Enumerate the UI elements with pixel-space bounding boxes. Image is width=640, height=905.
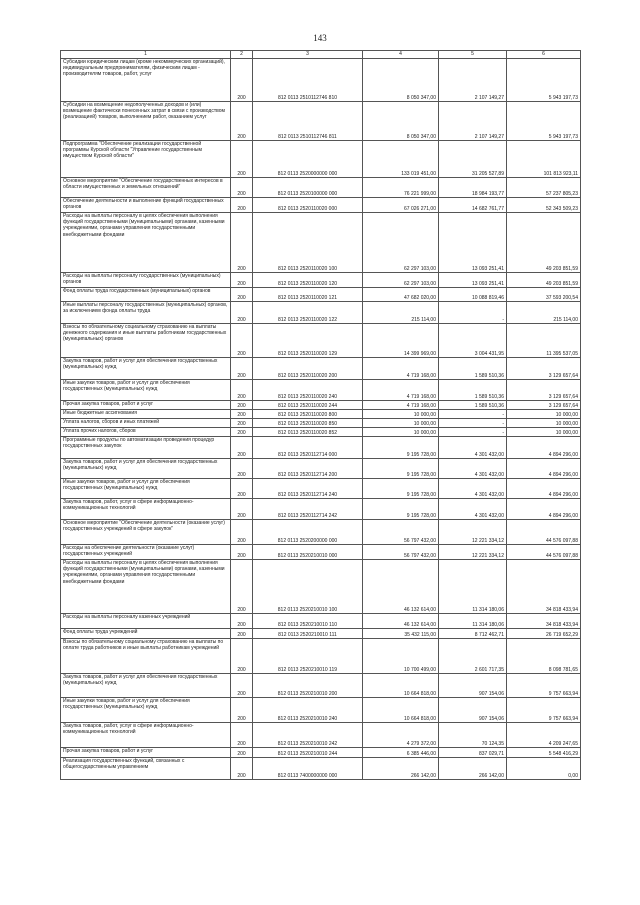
row-plan-cell: 215 114,00: [363, 302, 439, 324]
row-done-cell: 4 301 432,00: [439, 479, 507, 499]
row-rest-cell: 4 894 296,00: [507, 479, 581, 499]
row-plan-cell: 14 399 969,00: [363, 324, 439, 358]
row-name-cell: Фонд оплаты труда государственных (муниципальных) органов: [61, 288, 231, 302]
row-name-cell: Расходы на выплаты персоналу государственных (муниципальных) органов: [61, 273, 231, 288]
row-plan-cell: 4 719 168,00: [363, 401, 439, 410]
row-done-cell: 907 154,06: [439, 698, 507, 723]
row-rest-cell: 11 395 537,05: [507, 324, 581, 358]
row-kbk-cell: 812 0113 2520110020 240: [253, 380, 363, 401]
table-row: [61, 324, 581, 358]
row-plan-cell: 4 279 372,00: [363, 723, 439, 748]
row-rest-cell: 34 818 433,94: [507, 560, 581, 614]
row-kbk-cell: 812 0113 2520110020 852: [253, 428, 363, 437]
row-rest-cell: 37 593 200,54: [507, 288, 581, 302]
row-rest-cell: 44 576 097,88: [507, 545, 581, 560]
table-row: [61, 273, 581, 288]
row-kbk-cell: 812 0113 2520110020 850: [253, 419, 363, 428]
table-row: [61, 141, 581, 178]
row-name-cell: Подпрограмма "Обеспечение реализации государственной программы Курской области "Управление государственным имуществом Курской области": [61, 141, 231, 178]
row-kbk-cell: 812 0113 2520112714 200: [253, 459, 363, 479]
row-plan-cell: 10 000,00: [363, 410, 439, 419]
row-done-cell: 2 601 717,35: [439, 639, 507, 674]
row-kbk-cell: 812 0113 2520110020 100: [253, 213, 363, 273]
row-done-cell: 4 301 432,00: [439, 499, 507, 520]
row-code-cell: 200: [231, 288, 253, 302]
row-plan-cell: 46 132 614,00: [363, 614, 439, 629]
row-plan-cell: 266 142,00: [363, 758, 439, 780]
row-name-cell: Закупка товаров, работ и услуг для обеспечения государственных (муниципальных) нужд: [61, 358, 231, 380]
row-kbk-cell: 812 0113 2520210010 111: [253, 629, 363, 639]
row-kbk-cell: 812 0113 2520210010 240: [253, 698, 363, 723]
row-rest-cell: 52 343 509,23: [507, 198, 581, 213]
row-kbk-cell: 812 0113 7400000000 000: [253, 758, 363, 780]
row-kbk-cell: 812 0113 2520112714 240: [253, 479, 363, 499]
row-done-cell: 266 142,00: [439, 758, 507, 780]
row-name-cell: Взносы по обязательному социальному страхованию на выплаты денежного содержания и иные выплаты работникам государственных (муниципальных) органов: [61, 324, 231, 358]
row-name-cell: Иные закупки товаров, работ и услуг для обеспечения государственных (муниципальных) нужд: [61, 380, 231, 401]
row-name-cell: Прочая закупка товаров, работ и услуг: [61, 748, 231, 758]
row-name-cell: Реализация государственных функций, связанных с общегосударственным управлением: [61, 758, 231, 780]
row-code-cell: 200: [231, 178, 253, 198]
row-rest-cell: 9 757 663,94: [507, 698, 581, 723]
row-plan-cell: 6 385 446,00: [363, 748, 439, 758]
row-rest-cell: 8 098 781,65: [507, 639, 581, 674]
row-code-cell: 200: [231, 102, 253, 141]
row-code-cell: 200: [231, 302, 253, 324]
row-code-cell: 200: [231, 698, 253, 723]
table-row: [61, 410, 581, 419]
row-kbk-cell: 812 0113 2520200000 000: [253, 520, 363, 545]
table-row: [61, 758, 581, 780]
row-code-cell: 200: [231, 479, 253, 499]
table-row: [61, 748, 581, 758]
row-kbk-cell: 812 0113 2510112746 811: [253, 102, 363, 141]
header-row: [61, 51, 581, 59]
row-done-cell: -: [439, 410, 507, 419]
row-done-cell: 907 154,06: [439, 674, 507, 698]
row-kbk-cell: 812 0113 2520110020 121: [253, 288, 363, 302]
row-done-cell: 3 004 431,95: [439, 324, 507, 358]
table-row: [61, 674, 581, 698]
row-name-cell: Основное мероприятие "Обеспечение деятельности (оказание услуг) государственных учреждений в сфере закупок": [61, 520, 231, 545]
row-rest-cell: 3 129 657,64: [507, 401, 581, 410]
row-kbk-cell: 812 0113 2520210010 110: [253, 614, 363, 629]
row-done-cell: 10 088 819,46: [439, 288, 507, 302]
row-done-cell: 1 589 510,36: [439, 401, 507, 410]
row-code-cell: 200: [231, 459, 253, 479]
row-code-cell: 200: [231, 401, 253, 410]
table-row: [61, 629, 581, 639]
row-done-cell: 4 301 432,00: [439, 459, 507, 479]
row-name-cell: Уплата налогов, сборов и иных платежей: [61, 419, 231, 428]
row-code-cell: 200: [231, 723, 253, 748]
row-name-cell: Расходы на выплаты персоналу в целях обеспечения выполнения функций государственными (муниципальными) органами, казенными учреждениями, органами управления государственными внебюджетными фондами: [61, 560, 231, 614]
row-kbk-cell: 812 0113 2520210010 000: [253, 545, 363, 560]
row-rest-cell: 44 576 097,88: [507, 520, 581, 545]
row-plan-cell: 76 221 999,00: [363, 178, 439, 198]
row-kbk-cell: 812 0113 2510112746 810: [253, 59, 363, 102]
row-name-cell: Обеспечение деятельности и выполнение функций государственных органов: [61, 198, 231, 213]
table-row: [61, 288, 581, 302]
row-code-cell: 200: [231, 639, 253, 674]
row-plan-cell: 4 719 168,00: [363, 380, 439, 401]
row-done-cell: 31 205 527,89: [439, 141, 507, 178]
table-row: [61, 358, 581, 380]
row-code-cell: 200: [231, 629, 253, 639]
row-done-cell: 837 029,71: [439, 748, 507, 758]
row-name-cell: Иные выплаты персоналу государственных (муниципальных) органов, за исключением фонда оплаты труда: [61, 302, 231, 324]
row-plan-cell: 10 000,00: [363, 428, 439, 437]
row-done-cell: -: [439, 302, 507, 324]
row-rest-cell: 10 000,00: [507, 410, 581, 419]
row-rest-cell: 10 000,00: [507, 428, 581, 437]
row-plan-cell: 10 700 499,00: [363, 639, 439, 674]
table-row: [61, 614, 581, 629]
table-row: [61, 428, 581, 437]
row-name-cell: Расходы на обеспечение деятельности (оказание услуг) государственных учреждений: [61, 545, 231, 560]
budget-table: [60, 50, 581, 780]
header-cell: 3: [253, 51, 363, 59]
row-name-cell: Программные продукты по автоматизации проведения процедур государственных закупок: [61, 437, 231, 459]
row-code-cell: 200: [231, 324, 253, 358]
row-plan-cell: 35 432 115,00: [363, 629, 439, 639]
row-done-cell: 13 093 251,41: [439, 273, 507, 288]
row-code-cell: 200: [231, 59, 253, 102]
row-plan-cell: 9 195 728,00: [363, 479, 439, 499]
table-row: [61, 419, 581, 428]
table-row: [61, 560, 581, 614]
row-name-cell: Расходы на выплаты персоналу в целях обеспечения выполнения функций государственными (муниципальными) органами, казенными учреждениями, органами управления государственными внебюджетными фондами: [61, 213, 231, 273]
row-rest-cell: 49 203 851,59: [507, 273, 581, 288]
row-done-cell: 70 124,35: [439, 723, 507, 748]
table-row: [61, 302, 581, 324]
row-name-cell: Субсидии юридическим лицам (кроме некоммерческих организаций), индивидуальным предпринимателям, физическим лицам - производителям товаров, работ, услуг: [61, 59, 231, 102]
row-rest-cell: 34 818 433,94: [507, 614, 581, 629]
row-plan-cell: 133 019 451,00: [363, 141, 439, 178]
row-kbk-cell: 812 0113 2520210010 100: [253, 560, 363, 614]
row-rest-cell: 5 548 416,29: [507, 748, 581, 758]
row-plan-cell: 9 195 728,00: [363, 437, 439, 459]
row-rest-cell: 5 943 197,73: [507, 102, 581, 141]
row-rest-cell: 4 894 296,00: [507, 459, 581, 479]
row-kbk-cell: 812 0113 2520110020 120: [253, 273, 363, 288]
row-kbk-cell: 812 0113 2520110020 000: [253, 198, 363, 213]
row-name-cell: Закупка товаров, работ и услуг для обеспечения государственных (муниципальных) нужд: [61, 674, 231, 698]
table-row: [61, 479, 581, 499]
row-rest-cell: 3 129 657,64: [507, 380, 581, 401]
row-kbk-cell: 812 0113 2520100000 000: [253, 178, 363, 198]
row-kbk-cell: 812 0113 2520112714 242: [253, 499, 363, 520]
row-code-cell: 200: [231, 213, 253, 273]
row-plan-cell: 46 132 614,00: [363, 560, 439, 614]
row-code-cell: 200: [231, 428, 253, 437]
row-kbk-cell: 812 0113 2520110020 800: [253, 410, 363, 419]
row-kbk-cell: 812 0113 2520210010 200: [253, 674, 363, 698]
table-row: [61, 59, 581, 102]
row-code-cell: 200: [231, 419, 253, 428]
row-rest-cell: 4 894 296,00: [507, 437, 581, 459]
row-code-cell: 200: [231, 198, 253, 213]
table-row: [61, 520, 581, 545]
row-kbk-cell: 812 0113 2520000000 000: [253, 141, 363, 178]
header-cell: 6: [507, 51, 581, 59]
row-done-cell: 11 314 180,06: [439, 560, 507, 614]
row-done-cell: -: [439, 419, 507, 428]
row-rest-cell: 3 129 657,64: [507, 358, 581, 380]
row-name-cell: Закупка товаров, работ, услуг в сфере информационно-коммуникационных технологий: [61, 723, 231, 748]
row-done-cell: 12 221 334,12: [439, 545, 507, 560]
row-plan-cell: 56 797 432,00: [363, 545, 439, 560]
table-row: [61, 380, 581, 401]
table-row: [61, 723, 581, 748]
row-kbk-cell: 812 0113 2520110020 244: [253, 401, 363, 410]
header-cell: 5: [439, 51, 507, 59]
table-row: [61, 437, 581, 459]
row-kbk-cell: 812 0113 2520210010 244: [253, 748, 363, 758]
row-plan-cell: 9 195 728,00: [363, 499, 439, 520]
page-number: 143: [313, 33, 327, 43]
row-done-cell: 4 301 432,00: [439, 437, 507, 459]
row-plan-cell: 8 050 347,00: [363, 102, 439, 141]
row-plan-cell: 8 050 347,00: [363, 59, 439, 102]
row-done-cell: 2 107 149,27: [439, 102, 507, 141]
row-kbk-cell: 812 0113 2520110020 122: [253, 302, 363, 324]
row-rest-cell: 5 943 197,73: [507, 59, 581, 102]
row-plan-cell: 62 297 103,00: [363, 273, 439, 288]
row-rest-cell: 215 114,00: [507, 302, 581, 324]
row-name-cell: Закупка товаров, работ, услуг в сфере информационно-коммуникационных технологий: [61, 499, 231, 520]
row-name-cell: Субсидии на возмещение недополученных доходов и (или) возмещение фактически понесенных затрат в связи с производством (реализацией) товаров, выполнением работ, оказанием услуг: [61, 102, 231, 141]
row-code-cell: 200: [231, 560, 253, 614]
row-rest-cell: 10 000,00: [507, 419, 581, 428]
header-cell: 4: [363, 51, 439, 59]
row-code-cell: 200: [231, 499, 253, 520]
row-rest-cell: 101 813 923,11: [507, 141, 581, 178]
table-row: [61, 459, 581, 479]
row-name-cell: Расходы на выплаты персоналу казенных учреждений: [61, 614, 231, 629]
table-row: [61, 102, 581, 141]
header-cell: 2: [231, 51, 253, 59]
row-plan-cell: 4 719 168,00: [363, 358, 439, 380]
row-done-cell: 2 107 149,27: [439, 59, 507, 102]
row-plan-cell: 10 664 818,00: [363, 698, 439, 723]
row-plan-cell: 10 664 818,00: [363, 674, 439, 698]
row-kbk-cell: 812 0113 2520210010 242: [253, 723, 363, 748]
row-name-cell: Иные закупки товаров, работ и услуг для обеспечения государственных (муниципальных) нужд: [61, 698, 231, 723]
row-rest-cell: 0,00: [507, 758, 581, 780]
row-code-cell: 200: [231, 748, 253, 758]
table-row: [61, 178, 581, 198]
row-kbk-cell: 812 0113 2520112714 000: [253, 437, 363, 459]
header-cell: 1: [61, 51, 231, 59]
row-done-cell: 18 984 193,77: [439, 178, 507, 198]
row-code-cell: 200: [231, 410, 253, 419]
row-code-cell: 200: [231, 141, 253, 178]
row-plan-cell: 47 682 020,00: [363, 288, 439, 302]
row-plan-cell: 10 000,00: [363, 419, 439, 428]
row-name-cell: Закупка товаров, работ и услуг для обеспечения государственных (муниципальных) нужд: [61, 459, 231, 479]
row-rest-cell: 4 209 247,65: [507, 723, 581, 748]
row-done-cell: 12 221 334,12: [439, 520, 507, 545]
row-plan-cell: 62 297 103,00: [363, 213, 439, 273]
row-code-cell: 200: [231, 437, 253, 459]
row-done-cell: 13 093 251,41: [439, 213, 507, 273]
row-code-cell: 200: [231, 758, 253, 780]
row-code-cell: 200: [231, 545, 253, 560]
table-row: [61, 545, 581, 560]
row-name-cell: Фонд оплаты труда учреждений: [61, 629, 231, 639]
table-row: [61, 698, 581, 723]
row-name-cell: Иные закупки товаров, работ и услуг для обеспечения государственных (муниципальных) нужд: [61, 479, 231, 499]
row-code-cell: 200: [231, 380, 253, 401]
row-done-cell: 8 712 462,71: [439, 629, 507, 639]
row-rest-cell: 26 719 652,29: [507, 629, 581, 639]
row-kbk-cell: 812 0113 2520110020 200: [253, 358, 363, 380]
row-kbk-cell: 812 0113 2520110020 129: [253, 324, 363, 358]
row-rest-cell: 49 203 851,59: [507, 213, 581, 273]
row-code-cell: 200: [231, 674, 253, 698]
row-name-cell: Взносы по обязательному социальному страхованию на выплаты по оплате труда работников и иные выплаты работникам учреждений: [61, 639, 231, 674]
row-rest-cell: 4 894 296,00: [507, 499, 581, 520]
row-plan-cell: 9 195 728,00: [363, 459, 439, 479]
row-code-cell: 200: [231, 520, 253, 545]
row-done-cell: -: [439, 428, 507, 437]
row-done-cell: 1 589 510,36: [439, 358, 507, 380]
row-done-cell: 11 314 180,06: [439, 614, 507, 629]
row-rest-cell: 57 237 805,23: [507, 178, 581, 198]
row-code-cell: 200: [231, 614, 253, 629]
row-done-cell: 14 682 761,77: [439, 198, 507, 213]
row-kbk-cell: 812 0113 2520210010 119: [253, 639, 363, 674]
row-plan-cell: 67 026 271,00: [363, 198, 439, 213]
row-rest-cell: 9 757 663,94: [507, 674, 581, 698]
row-name-cell: Иные бюджетные ассигнования: [61, 410, 231, 419]
row-code-cell: 200: [231, 273, 253, 288]
table-row: [61, 499, 581, 520]
table-row: [61, 639, 581, 674]
row-name-cell: Уплата прочих налогов, сборов: [61, 428, 231, 437]
table-row: [61, 401, 581, 410]
table-row: [61, 213, 581, 273]
table-row: [61, 198, 581, 213]
row-done-cell: 1 589 510,36: [439, 380, 507, 401]
row-name-cell: Прочая закупка товаров, работ и услуг: [61, 401, 231, 410]
row-name-cell: Основное мероприятие "Обеспечение государственных интересов в области имущественных и земельных отношений": [61, 178, 231, 198]
row-plan-cell: 56 797 432,00: [363, 520, 439, 545]
row-code-cell: 200: [231, 358, 253, 380]
